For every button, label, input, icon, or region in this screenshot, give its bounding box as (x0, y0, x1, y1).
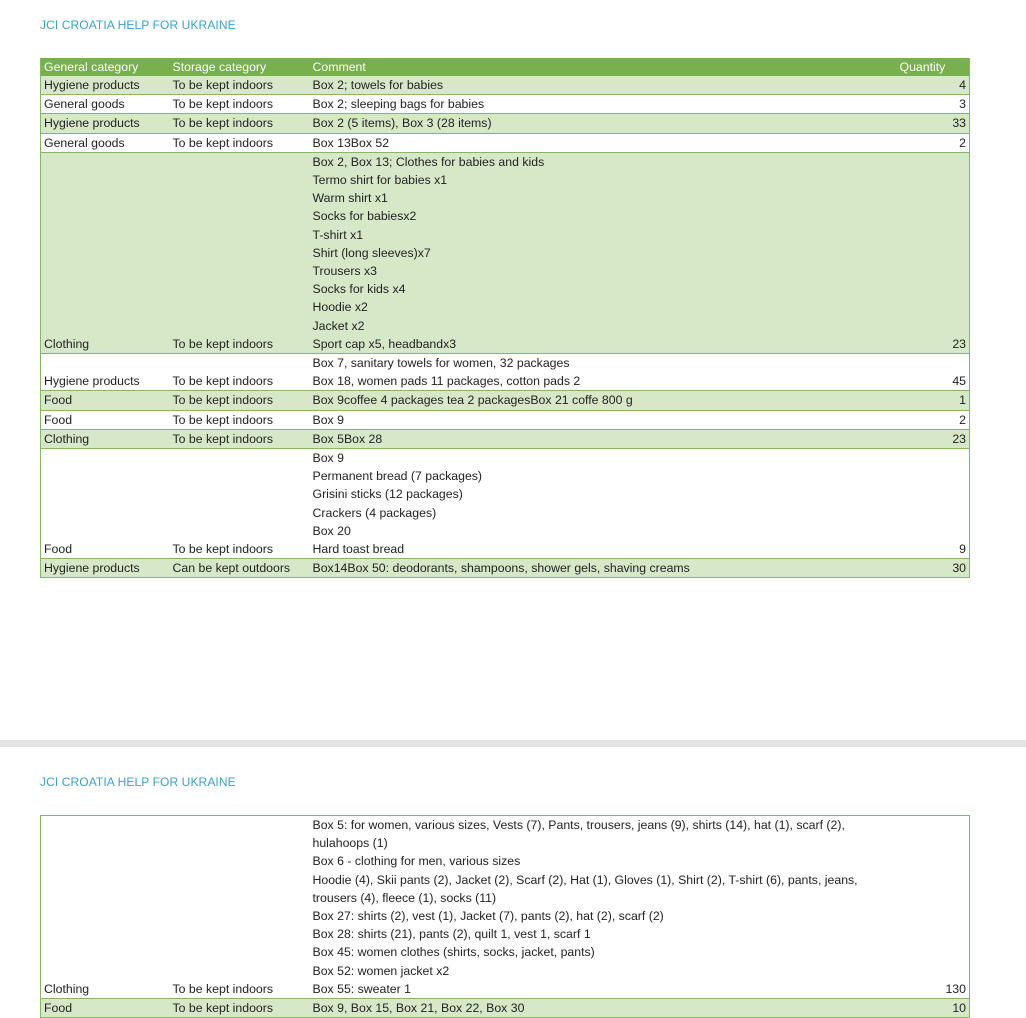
cell-quantity: 1 (890, 391, 970, 410)
cell-general-category: General goods (41, 95, 170, 114)
comment-line: Grisini sticks (12 packages) (312, 487, 463, 502)
cell-storage-category: To be kept indoors (170, 133, 310, 152)
cell-quantity: 45 (890, 354, 970, 391)
comment-line: Box 20 (312, 523, 351, 538)
table-row (41, 391, 970, 410)
comment-line: Box 9, Box 15, Box 21, Box 22, Box 30 (312, 1001, 525, 1016)
cell-general-category: Food (41, 449, 170, 559)
cell-comment (310, 429, 890, 448)
cell-comment (310, 449, 890, 559)
table-row (41, 816, 970, 999)
comment-line: Box14Box 50: deodorants, shampoons, shower gels, shaving creams (312, 561, 690, 576)
comment-line: Shirt (long sleeves)x7 (312, 245, 431, 260)
cell-general-category: Food (41, 999, 170, 1018)
cell-quantity: 2 (890, 410, 970, 429)
comment-line: Hoodie (4), Skii pants (2), Jacket (2), Scarf (2), Hat (1), Gloves (1), Shirt (2), T-shirt (6), pants, jeans, (312, 872, 858, 887)
table-body (41, 76, 970, 578)
comment-line: trousers (4), fleece (1), socks (11) (312, 890, 497, 905)
cell-general-category: Clothing (41, 816, 170, 999)
cell-storage-category: To be kept indoors (170, 410, 310, 429)
cell-comment (310, 354, 890, 391)
header-comment: Comment (310, 58, 890, 76)
document-title: JCI CROATIA HELP FOR UKRAINE (40, 775, 236, 789)
comment-line: Box 5Box 28 (312, 431, 383, 446)
comment-line: Permanent bread (7 packages) (312, 469, 483, 484)
cell-comment (310, 391, 890, 410)
cell-quantity: 23 (890, 152, 970, 353)
cell-storage-category: To be kept indoors (170, 391, 310, 410)
cell-storage-category: To be kept indoors (170, 429, 310, 448)
cell-quantity: 23 (890, 429, 970, 448)
table-row (41, 559, 970, 578)
comment-line: Box 2, Box 13; Clothes for babies and kids (312, 154, 545, 169)
cell-general-category: Food (41, 410, 170, 429)
comment-line: Box 18, women pads 11 packages, cotton pads 2 (312, 374, 581, 389)
comment-line: Hard toast bread (312, 542, 405, 557)
comment-line: Box 2; towels for babies (312, 78, 444, 92)
cell-general-category: General goods (41, 133, 170, 152)
cell-comment (310, 152, 890, 353)
comment-line: Box 13Box 52 (312, 135, 390, 150)
cell-storage-category: To be kept indoors (170, 152, 310, 353)
cell-general-category: Hygiene products (41, 114, 170, 133)
cell-general-category: Clothing (41, 152, 170, 353)
cell-general-category: Hygiene products (41, 354, 170, 391)
inventory-table (40, 58, 970, 578)
cell-comment (310, 816, 890, 999)
document-page-2 (0, 747, 1026, 1016)
cell-quantity: 130 (890, 816, 970, 999)
header-general-category: General category (41, 58, 170, 76)
comment-line: Box 28: shirts (21), pants (2), quilt 1, vest 1, scarf 1 (312, 927, 591, 942)
cell-general-category: Hygiene products (41, 559, 170, 578)
table-row (41, 76, 970, 95)
cell-quantity: 3 (890, 95, 970, 114)
comment-line: Hoodie x2 (312, 300, 368, 315)
cell-storage-category: To be kept indoors (170, 354, 310, 391)
comment-line: Box 55: sweater 1 (312, 981, 411, 996)
cell-comment (310, 410, 890, 429)
table-row (41, 114, 970, 133)
inventory-table-continued (40, 815, 970, 1018)
comment-line: Termo shirt for babies x1 (312, 173, 448, 188)
comment-line: Box 9 (312, 412, 344, 427)
table-row (41, 133, 970, 152)
cell-storage-category: To be kept indoors (170, 999, 310, 1018)
comment-line: Box 27: shirts (2), vest (1), Jacket (7), pants (2), hat (2), scarf (2) (312, 909, 664, 924)
cell-comment (310, 114, 890, 133)
comment-line: T-shirt x1 (312, 227, 364, 242)
comment-line: Socks for babiesx2 (312, 209, 417, 224)
cell-storage-category: To be kept indoors (170, 449, 310, 559)
table-row (41, 999, 970, 1018)
header-storage-category: Storage category (170, 58, 310, 76)
cell-storage-category: To be kept indoors (170, 95, 310, 114)
cell-quantity: 4 (890, 76, 970, 95)
comment-line: Box 9coffee 4 packages tea 2 packagesBox 21 coffe 800 g (312, 393, 633, 408)
cell-general-category: Hygiene products (41, 76, 170, 95)
comment-line: Warm shirt x1 (312, 191, 388, 206)
cell-general-category: Clothing (41, 429, 170, 448)
cell-quantity: 9 (890, 449, 970, 559)
comment-line: Box 6 - clothing for men, various sizes (312, 854, 521, 869)
cell-comment (310, 76, 890, 95)
comment-line: hulahoops (1) (312, 836, 388, 851)
cell-storage-category: Can be kept outdoors (170, 559, 310, 578)
cell-comment (310, 559, 890, 578)
table-row (41, 410, 970, 429)
comment-line: Box 45: women clothes (shirts, socks, jacket, pants) (312, 945, 595, 960)
comment-line: Box 7, sanitary towels for women, 32 packages (312, 356, 570, 371)
cell-quantity: 2 (890, 133, 970, 152)
comment-line: Box 2; sleeping bags for babies (312, 97, 485, 112)
cell-storage-category: To be kept indoors (170, 76, 310, 95)
comment-line: Socks for kids x4 (312, 282, 406, 297)
cell-storage-category: To be kept indoors (170, 816, 310, 999)
comment-line: Jacket x2 (312, 318, 365, 333)
cell-comment (310, 95, 890, 114)
cell-quantity: 10 (890, 999, 970, 1018)
comment-line: Box 52: women jacket x2 (312, 963, 450, 978)
cell-quantity: 33 (890, 114, 970, 133)
cell-comment (310, 133, 890, 152)
cell-general-category: Food (41, 391, 170, 410)
cell-comment (310, 999, 890, 1018)
comment-line: Box 9 (312, 451, 344, 466)
table-header-row (41, 58, 970, 76)
table-row (41, 429, 970, 448)
table-row (41, 449, 970, 559)
table-row (41, 152, 970, 353)
table-row (41, 95, 970, 114)
table-body (41, 816, 970, 1018)
table-row (41, 354, 970, 391)
header-quantity: Quantity (890, 58, 970, 76)
comment-line: Sport cap x5, headbandx3 (312, 336, 457, 351)
comment-line: Box 5: for women, various sizes, Vests (7), Pants, trousers, jeans (9), shirts (14), hat (1), scarf (2), (312, 818, 845, 832)
comment-line: Box 2 (5 items), Box 3 (28 items) (312, 116, 492, 131)
comment-line: Crackers (4 packages) (312, 505, 437, 520)
cell-storage-category: To be kept indoors (170, 114, 310, 133)
cell-quantity: 30 (890, 559, 970, 578)
comment-line: Trousers x3 (312, 264, 377, 279)
document-title: JCI CROATIA HELP FOR UKRAINE (40, 18, 236, 32)
page-separator (0, 740, 1026, 747)
